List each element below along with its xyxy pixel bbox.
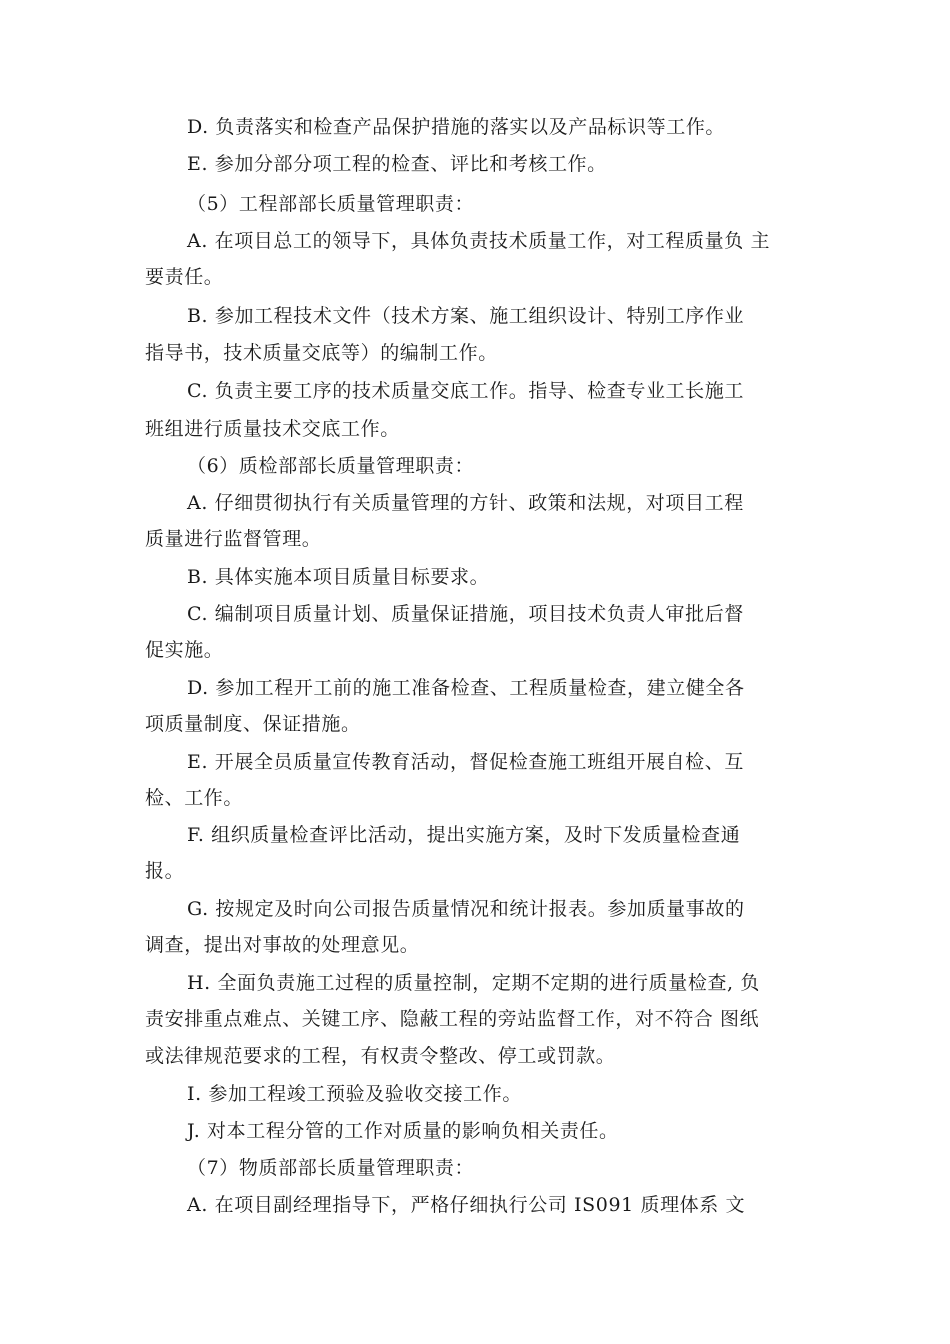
paragraph-line: A. 在项目副经理指导下，严格仔细执行公司 IS091 质理体系 文 bbox=[187, 1194, 746, 1216]
paragraph-line: C. 编制项目质量计划、质量保证措施，项目技术负责人审批后督 bbox=[187, 603, 744, 625]
paragraph-line: I. 参加工程竣工预验及验收交接工作。 bbox=[187, 1083, 522, 1105]
paragraph-line: 或法律规范要求的工程，有权责令整改、停工或罚款。 bbox=[145, 1045, 616, 1067]
paragraph-line: G. 按规定及时向公司报告质量情况和统计报表。参加质量事故的 bbox=[187, 898, 745, 920]
paragraph-line: 班组进行质量技术交底工作。 bbox=[145, 418, 400, 440]
paragraph-line: 质量进行监督管理。 bbox=[145, 528, 322, 550]
paragraph-line: D. 参加工程开工前的施工准备检查、工程质量检查，建立健全各 bbox=[187, 677, 745, 699]
paragraph-line: E. 开展全员质量宣传教育活动，督促检查施工班组开展自检、互 bbox=[187, 751, 744, 773]
paragraph-line: A. 仔细贯彻执行有关质量管理的方针、政策和法规，对项目工程 bbox=[187, 492, 744, 514]
paragraph-line: B. 参加工程技术文件（技术方案、施工组织设计、特别工序作业 bbox=[187, 305, 745, 327]
paragraph-line: 责安排重点难点、关键工序、隐蔽工程的旁站监督工作，对不符合 图纸 bbox=[145, 1008, 760, 1030]
paragraph-line: 促实施。 bbox=[145, 639, 224, 661]
paragraph-line: H. 全面负责施工过程的质量控制，定期不定期的进行质量检查, 负 bbox=[187, 972, 760, 994]
paragraph-line: C. 负责主要工序的技术质量交底工作。指导、检查专业工长施工 bbox=[187, 380, 744, 402]
paragraph-line: A. 在项目总工的领导下，具体负责技术质量工作，对工程质量负 主 bbox=[187, 230, 771, 252]
paragraph-line: 报。 bbox=[145, 860, 185, 882]
section-heading: （7）物质部部长质量管理职责： bbox=[187, 1157, 475, 1179]
paragraph-line: B. 具体实施本项目质量目标要求。 bbox=[187, 566, 490, 588]
paragraph-line: E. 参加分部分项工程的检查、评比和考核工作。 bbox=[187, 153, 607, 175]
paragraph-line: 指导书，技术质量交底等）的编制工作。 bbox=[145, 342, 498, 364]
paragraph-line: 检、工作。 bbox=[145, 787, 244, 809]
paragraph-line: 要责任。 bbox=[145, 266, 224, 288]
paragraph-line: 调查，提出对事故的处理意见。 bbox=[145, 934, 420, 956]
section-heading: （6）质检部部长质量管理职责： bbox=[187, 455, 475, 477]
paragraph-line: 项质量制度、保证措施。 bbox=[145, 713, 361, 735]
paragraph-line: J. 对本工程分管的工作对质量的影响负相关责任。 bbox=[187, 1120, 619, 1142]
section-heading: （5）工程部部长质量管理职责： bbox=[187, 193, 475, 215]
paragraph-line: D. 负责落实和检查产品保护措施的落实以及产品标识等工作。 bbox=[187, 116, 726, 138]
paragraph-line: F. 组织质量检查评比活动，提出实施方案，及时下发质量检查通 bbox=[187, 824, 741, 846]
